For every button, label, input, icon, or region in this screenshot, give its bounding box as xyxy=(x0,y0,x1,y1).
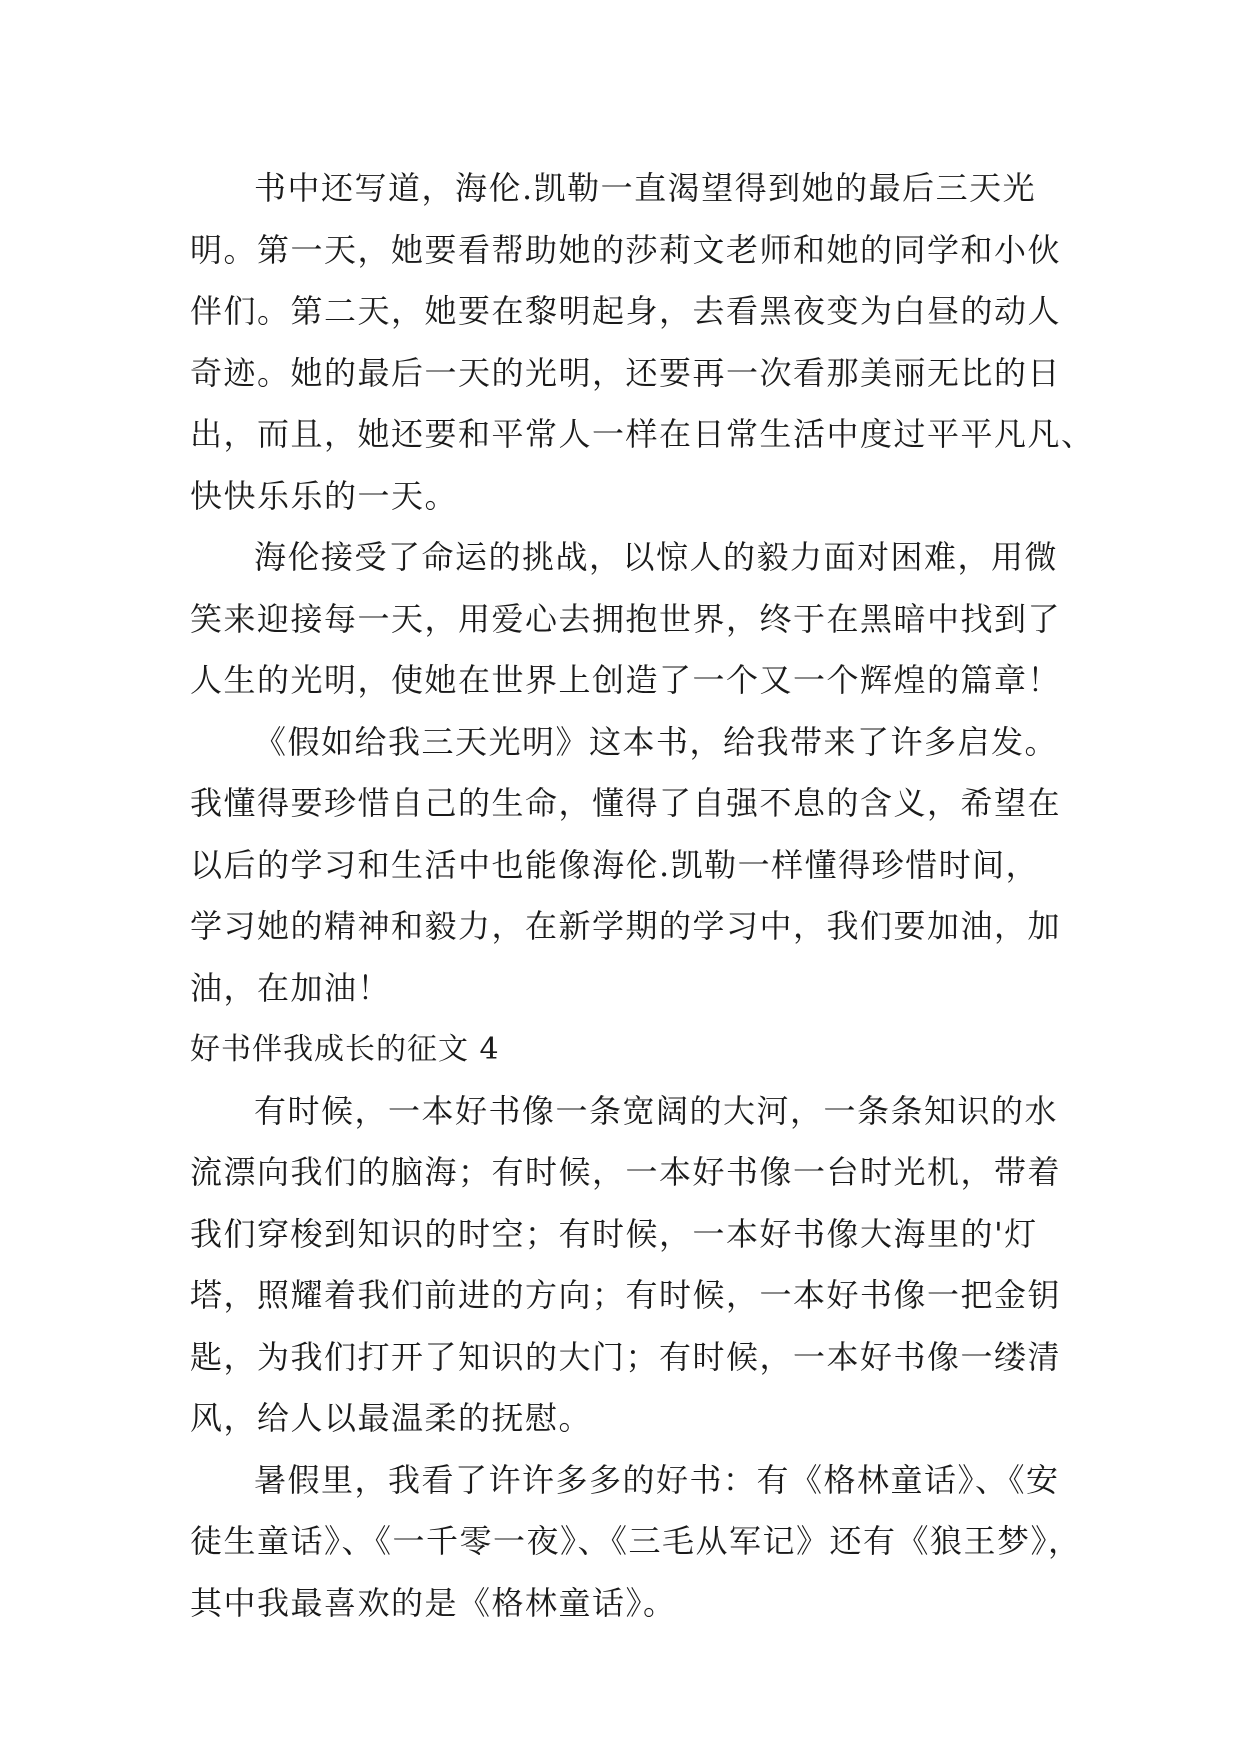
paragraph xyxy=(190,1081,1070,1450)
paragraph xyxy=(190,1450,1082,1635)
paragraph-line: 人生的光明，使她在世界上创造了一个又一个辉煌的篇章！ xyxy=(190,661,1062,699)
paragraph-line: 我懂得要珍惜自己的生命，懂得了自强不息的含义，希望在 xyxy=(190,784,1062,822)
document-body xyxy=(190,158,1095,1634)
paragraph-line: 塔，照耀着我们前进的方向；有时候，一本好书像一把金钥 xyxy=(190,1276,1062,1314)
paragraph-line: 伴们。第二天，她要在黎明起身，去看黑夜变为白昼的动人 xyxy=(190,292,1062,330)
paragraph-line: 风，给人以最温柔的抚慰。 xyxy=(190,1399,593,1437)
paragraph-line: 笑来迎接每一天，用爱心去拥抱世界，终于在黑暗中找到了 xyxy=(190,599,1062,638)
paragraph-line: 油，在加油！ xyxy=(190,968,392,1007)
paragraph-line: 明。第一天，她要看帮助她的莎莉文老师和她的同学和小伙 xyxy=(190,230,1062,269)
paragraph-line: 徒生童话》、《一千零一夜》、《三毛从军记》还有《狼王梦》， xyxy=(190,1522,1082,1560)
paragraph-line: 快快乐乐的一天。 xyxy=(190,476,459,515)
paragraph-line: 匙，为我们打开了知识的大门；有时候，一本好书像一缕清 xyxy=(190,1337,1062,1376)
paragraph-line: 以后的学习和生活中也能像海伦.凯勒一样懂得珍惜时间， xyxy=(190,845,1040,884)
paragraph-line: 出，而且，她还要和平常人一样在日常生活中度过平平凡凡、 xyxy=(190,415,1095,453)
paragraph-line: 我们穿梭到知识的时空；有时候，一本好书像大海里的'灯 xyxy=(190,1214,1038,1253)
paragraph-line: 学习她的精神和毅力，在新学期的学习中，我们要加油，加 xyxy=(190,907,1062,945)
paragraph-line: 《假如给我三天光明》这本书，给我带来了许多启发。 xyxy=(254,722,1059,761)
paragraph-line: 暑假里，我看了许许多多的好书：有《格林童话》、《安 xyxy=(254,1460,1060,1499)
paragraph-line: 奇迹。她的最后一天的光明，还要再一次看那美丽无比的日 xyxy=(190,353,1062,392)
paragraph-line: 海伦接受了命运的挑战，以惊人的毅力面对困难，用微 xyxy=(254,538,1059,576)
paragraph-line: 其中我最喜欢的是《格林童话》。 xyxy=(190,1583,677,1622)
section-heading: 好书伴我成长的征文 4 xyxy=(190,1032,500,1067)
paragraph xyxy=(190,712,1070,1020)
paragraph-line: 书中还写道，海伦.凯勒一直渴望得到她的最后三天光 xyxy=(254,169,1037,207)
paragraph xyxy=(190,527,1070,712)
paragraph xyxy=(190,158,1095,527)
paragraph-line: 流漂向我们的脑海；有时候，一本好书像一台时光机，带着 xyxy=(190,1153,1062,1191)
paragraph-line: 有时候，一本好书像一条宽阔的大河，一条条知识的水 xyxy=(254,1091,1059,1130)
